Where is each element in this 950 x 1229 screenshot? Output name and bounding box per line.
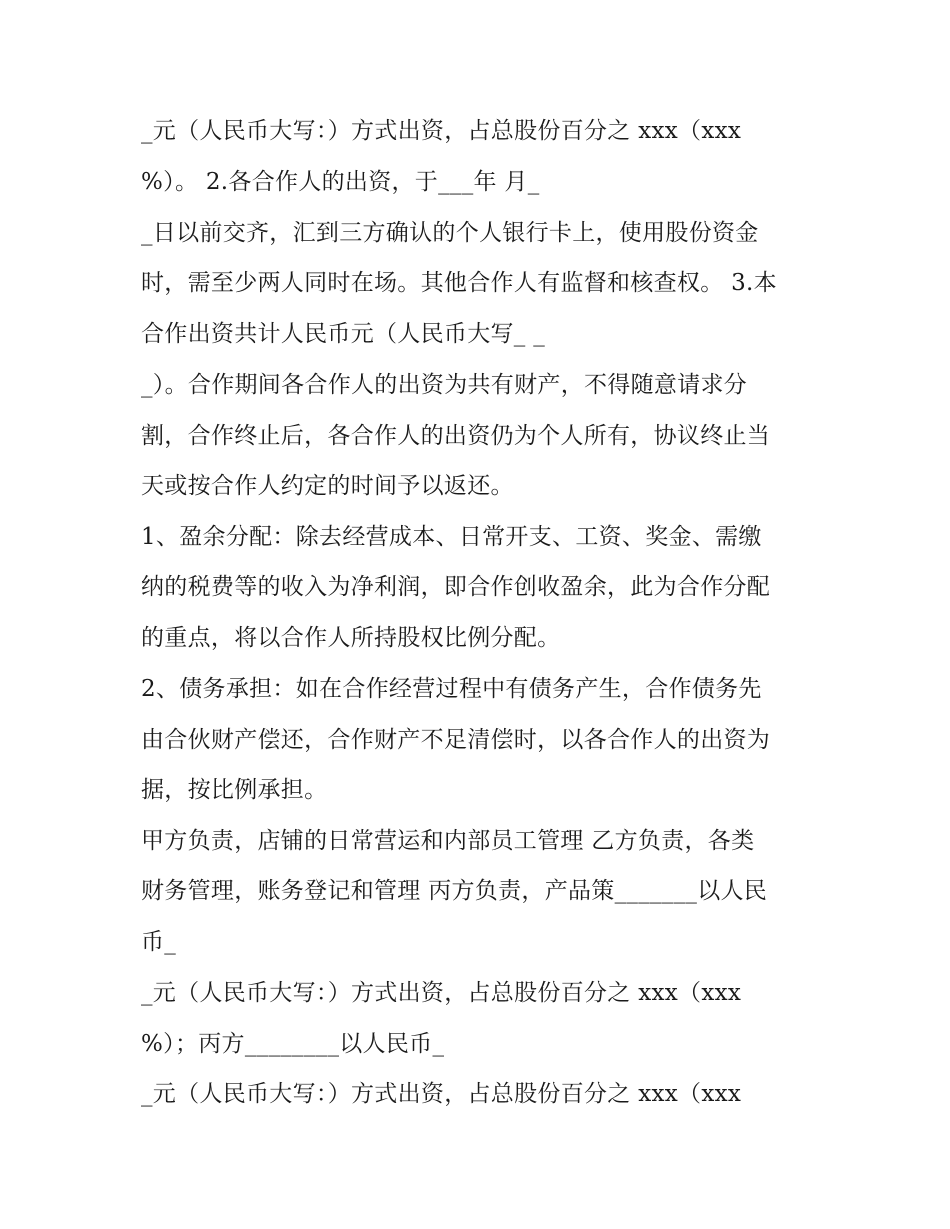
text-line: 的重点，将以合作人所持股权比例分配。	[141, 625, 561, 651]
text-line: 时，需至少两人同时在场。其他合作人有监督和核查权。 3.本	[141, 270, 777, 296]
text-line: 割，合作终止后，各合作人的出资仍为个人所有，协议终止当	[141, 423, 771, 449]
text-line: 纳的税费等的收入为净利润，即合作创收盈余，此为合作分配	[141, 574, 771, 600]
text-line: _元（人民币大写：）方式出资，占总股份百分之 xxx（xxx	[141, 980, 742, 1006]
text-line: 币_	[141, 929, 177, 955]
text-line: _元（人民币大写：）方式出资，占总股份百分之 xxx（xxx	[141, 1081, 742, 1107]
text-line: _）。合作期间各合作人的出资为共有财产，不得随意请求分	[141, 372, 748, 398]
text-line: 天或按合作人约定的时间予以返还。	[141, 473, 514, 499]
text-line: 据，按比例承担。	[141, 777, 328, 803]
text-line: _元（人民币大写：）方式出资，占总股份百分之 xxx（xxx	[141, 118, 742, 144]
text-line: %）；丙方________以人民币_	[141, 1031, 445, 1057]
text-line: 合作出资共计人民币元（人民币大写_ _	[141, 321, 546, 347]
text-line: %）。 2.各合作人的出资，于___年 月_	[141, 169, 540, 195]
text-line: 由合伙财产偿还，合作财产不足清偿时，以各合作人的出资为	[141, 727, 771, 753]
text-line: 甲方负责，店铺的日常营运和内部员工管理 乙方负责，各类	[141, 828, 755, 854]
text-line: 2、债务承担：如在合作经营过程中有债务产生，合作债务先	[141, 676, 762, 702]
text-line: _日以前交齐，汇到三方确认的个人银行卡上，使用股份资金	[141, 220, 759, 246]
text-line: 1、盈余分配：除去经营成本、日常开支、工资、奖金、需缴	[141, 524, 762, 550]
text-line: 财务管理，账务登记和管理 丙方负责，产品策_______以人民	[141, 878, 768, 904]
